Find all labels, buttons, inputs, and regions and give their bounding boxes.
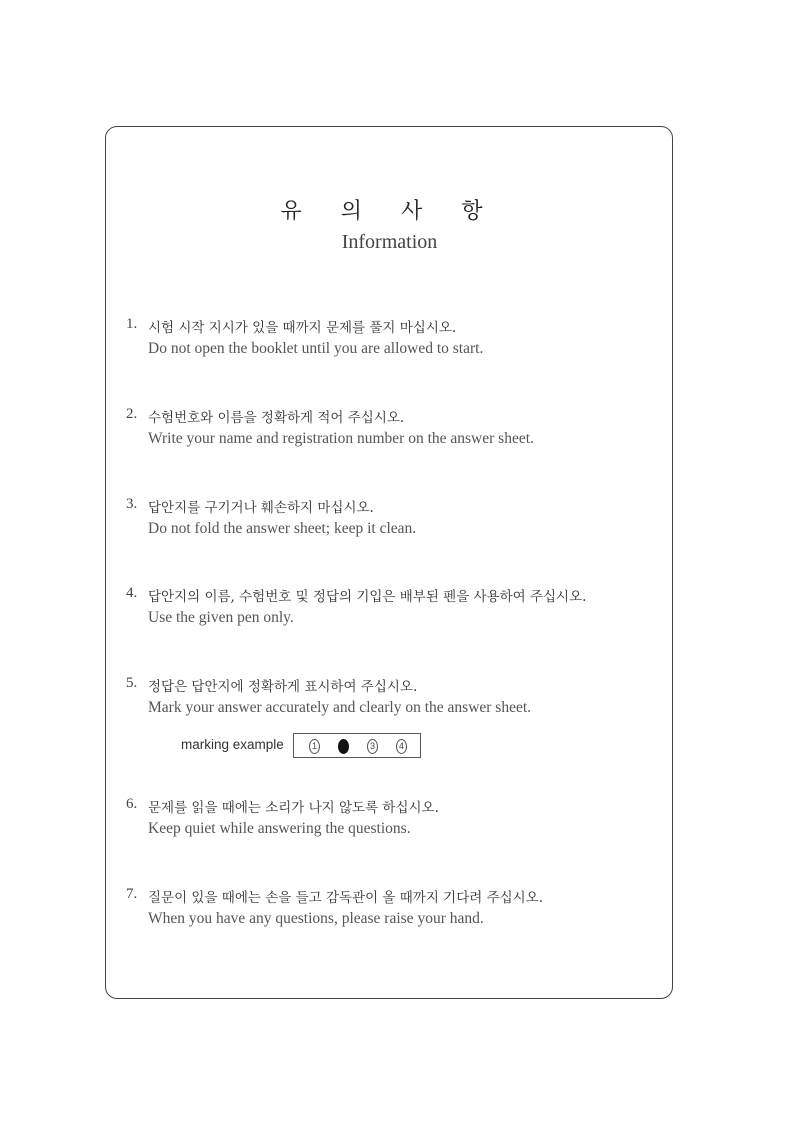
- answer-bubble: 4: [396, 739, 407, 754]
- item-text-korean: 수험번호와 이름을 정확하게 적어 주십시오.: [148, 410, 405, 426]
- page-title-english: Information: [341, 231, 438, 253]
- item-text-korean: 정답은 답안지에 정확하게 표시하여 주십시오.: [148, 679, 418, 695]
- item-text-korean: 문제를 읽을 때에는 소리가 나지 않도록 하십시오.: [148, 800, 439, 816]
- marking-example-box: [293, 733, 421, 758]
- item-text-korean: 질문이 있을 때에는 손을 들고 감독관이 올 때까지 기다려 주십시오.: [148, 890, 544, 906]
- item-number: 7.: [126, 886, 138, 902]
- item-text-english: Do not open the booklet until you are allowed to start.: [148, 340, 484, 357]
- item-text-english: When you have any questions, please raise your hand.: [148, 910, 484, 927]
- item-number: 4.: [126, 585, 138, 601]
- marking-example-label: marking example: [181, 737, 284, 752]
- answer-bubble: [338, 739, 349, 754]
- item-text-english: Use the given pen only.: [148, 609, 294, 626]
- page-title-korean: 유 의 사 항: [280, 199, 499, 224]
- item-number: 2.: [126, 406, 138, 422]
- item-text-korean: 답안지의 이름, 수험번호 및 정답의 기입은 배부된 펜을 사용하여 주십시오.: [148, 589, 587, 605]
- answer-bubble: 3: [367, 739, 378, 754]
- item-text-korean: 시험 시작 지시가 있을 때까지 문제를 풀지 마십시오.: [148, 320, 457, 336]
- item-text-korean: 답안지를 구기거나 훼손하지 마십시오.: [148, 500, 374, 516]
- answer-bubble: 1: [309, 739, 320, 754]
- item-text-english: Write your name and registration number on the answer sheet.: [148, 430, 534, 447]
- item-number: 3.: [126, 496, 138, 512]
- item-number: 5.: [126, 675, 138, 691]
- item-text-english: Mark your answer accurately and clearly on the answer sheet.: [148, 699, 532, 716]
- item-text-english: Keep quiet while answering the questions.: [148, 820, 411, 837]
- item-text-english: Do not fold the answer sheet; keep it clean.: [148, 520, 417, 537]
- item-number: 1.: [126, 316, 138, 332]
- item-number: 6.: [126, 796, 138, 812]
- notice-frame: [105, 126, 673, 999]
